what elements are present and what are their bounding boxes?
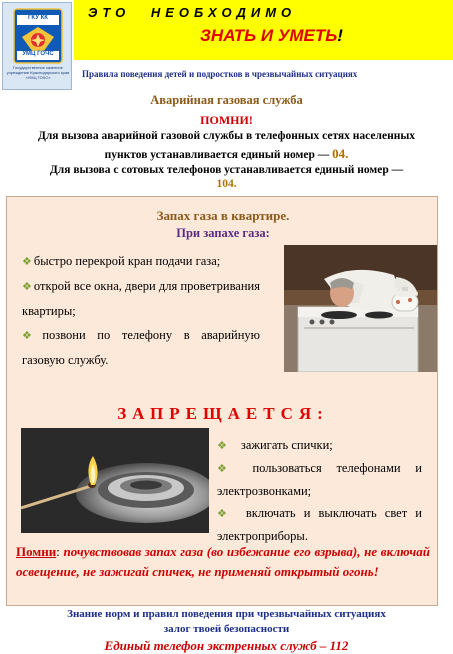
forbidden-text: зажигать спички;: [240, 438, 333, 452]
forbidden-text: пользоваться телефонами и электрозвонками;: [217, 461, 422, 498]
list-item: [22, 249, 260, 274]
diamond-bullet-icon: ❖: [217, 463, 239, 475]
forbidden-heading: ЗАПРЕЩАЕТСЯ:: [117, 404, 329, 423]
footer-line-1: Знание норм и правил поведения при чрезвычайных ситуациях: [67, 608, 386, 620]
list-item: [22, 274, 260, 323]
actions-list: [22, 249, 260, 372]
forbidden-list: [217, 434, 422, 547]
gas-burner-photo: [21, 428, 209, 533]
warning-text: почувствовав запах газа (во избежание его взрыва), не включай освещение, не зажигай спичек, не применяй открытый огонь!: [16, 544, 430, 579]
slogan-line-2-text: ЗНАТЬ И УМЕТЬ: [200, 26, 338, 45]
diamond-bullet-icon: ❖: [22, 281, 32, 293]
slogan-exclamation: !: [337, 26, 343, 45]
list-item: [22, 323, 260, 372]
service-title: Аварийная газовая служба: [150, 93, 303, 107]
mobile-number-text: Для вызова с сотовых телефонов устанавливается единый номер —: [49, 164, 404, 176]
document-subtitle: Правила поведения детей и подростков в чрезвычайных ситуациях: [82, 69, 358, 79]
warning-colon: :: [56, 544, 60, 559]
stove-check-photo: [284, 245, 437, 372]
footer-line-2: залог твоей безопасности: [163, 623, 290, 635]
emergency-phone-footer: Единый телефон экстренных служб – 112: [104, 638, 349, 653]
slogan-line-2: [200, 26, 343, 46]
diamond-bullet-icon: ❖: [217, 440, 227, 452]
logo-caption: Государственное казенное учреждение Краснодарского края «УМЦ ГОЧС»: [6, 65, 70, 80]
footer-motto: [0, 607, 453, 637]
slogan-line-1: ЭТО НЕОБХОДИМО: [88, 5, 297, 20]
action-text: позвони по телефону в аварийную газовую службу.: [22, 328, 260, 367]
emergency-number: 04.: [332, 146, 349, 161]
diamond-bullet-icon: ❖: [217, 508, 232, 520]
panel-title: Запах газа в квартире.: [156, 208, 290, 223]
emergency-number-paragraph: [30, 128, 423, 164]
diamond-bullet-icon: ❖: [22, 330, 41, 342]
organization-logo: [2, 2, 72, 90]
warning-label: Помни: [16, 544, 57, 559]
list-item: [217, 457, 422, 502]
list-item: [217, 434, 422, 457]
diamond-bullet-icon: ❖: [22, 256, 32, 268]
gas-smell-panel: [6, 196, 438, 606]
remember-heading: ПОМНИ!: [200, 113, 253, 127]
list-item: [217, 502, 422, 547]
emergency-number-text: Для вызова аварийной газовой службы в телефонных сетях населенных пунктов устанавливается единый номер —: [37, 130, 416, 161]
action-text: открой все окна, двери для проветривания квартиры;: [22, 279, 260, 318]
header: [0, 0, 453, 92]
action-text: быстро перекрой кран подачи газа;: [33, 254, 221, 268]
panel-subtitle: При запахе газа:: [176, 226, 270, 240]
logo-top-text: ГКУ КК: [28, 15, 48, 21]
mobile-number-paragraph: [10, 163, 443, 191]
forbidden-text: включать и выключать свет и электроприборы.: [217, 506, 422, 543]
mobile-number: 104.: [216, 178, 237, 190]
logo-bottom-text: УМЦ ГОЧС: [22, 51, 54, 57]
warning-paragraph: [16, 542, 430, 582]
